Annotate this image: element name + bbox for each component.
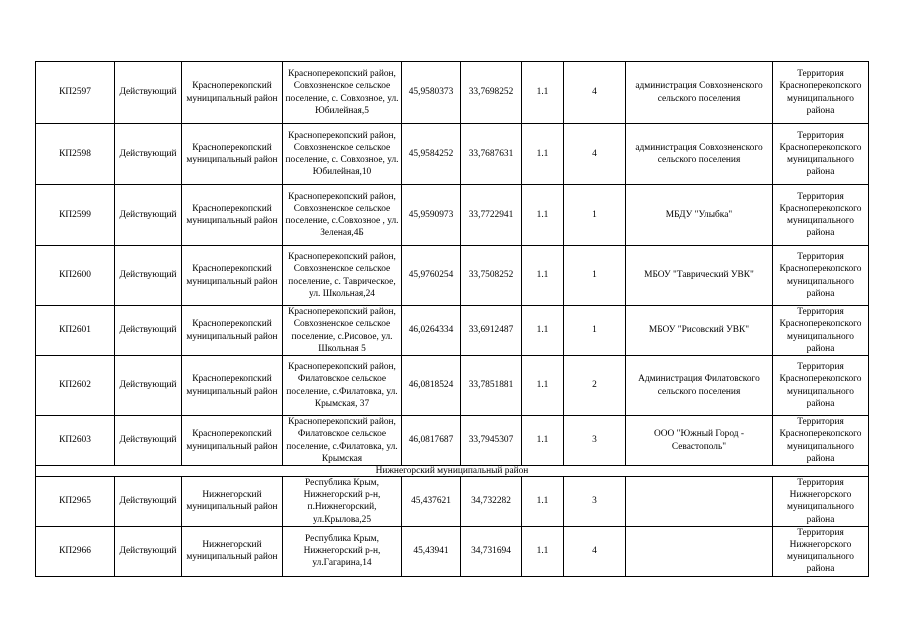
cell-code: КП2966: [36, 526, 115, 576]
table-row: [36, 62, 869, 124]
cell-status: Действующий: [115, 246, 182, 306]
cell-status: Действующий: [115, 124, 182, 185]
cell-type: 1.1: [522, 124, 564, 185]
table-row: [36, 246, 869, 306]
cell-district: Нижнегорский муниципальный район: [182, 477, 283, 527]
cell-longitude: 34,732282: [461, 477, 522, 527]
cell-longitude: 33,7945307: [461, 416, 522, 466]
cell-type: 1.1: [522, 246, 564, 306]
cell-status: Действующий: [115, 477, 182, 527]
cell-status: Действующий: [115, 306, 182, 356]
table-row: [36, 356, 869, 416]
cell-territory: Территория Нижнегорского муниципального района: [773, 477, 869, 527]
cell-owner: администрация Совхозненского сельского поселения: [626, 62, 773, 124]
cell-district: Красноперекопский муниципальный район: [182, 185, 283, 246]
cell-address: Республика Крым, Нижнегорский р-н, п.Нижнегорский, ул.Крылова,25: [283, 477, 402, 527]
cell-count: 2: [564, 356, 626, 416]
cell-status: Действующий: [115, 185, 182, 246]
cell-territory: Территория Нижнегорского муниципального района: [773, 526, 869, 576]
data-table: [35, 61, 869, 577]
cell-owner: ООО "Южный Город - Севастополь": [626, 416, 773, 466]
cell-address: Красноперекопский район, Филатовское сельское поселение, с.Филатовка, ул. Крымская: [283, 416, 402, 466]
cell-address: Красноперекопский район, Совхозненское сельское поселение, с. Совхозное, ул. Юбилейная,10: [283, 124, 402, 185]
cell-owner: [626, 526, 773, 576]
cell-latitude: 45,437621: [402, 477, 461, 527]
cell-territory: Территория Красноперекопского муниципального района: [773, 246, 869, 306]
table-row: [36, 416, 869, 466]
cell-territory: Территория Красноперекопского муниципального района: [773, 62, 869, 124]
cell-type: 1.1: [522, 526, 564, 576]
cell-code: КП2601: [36, 306, 115, 356]
cell-territory: Территория Красноперекопского муниципального района: [773, 124, 869, 185]
cell-longitude: 33,7722941: [461, 185, 522, 246]
cell-type: 1.1: [522, 306, 564, 356]
cell-type: 1.1: [522, 185, 564, 246]
cell-longitude: 33,7851881: [461, 356, 522, 416]
cell-type: 1.1: [522, 62, 564, 124]
cell-address: Красноперекопский район, Совхозненское сельское поселение, с.Совхозное , ул. Зеленая,4Б: [283, 185, 402, 246]
cell-code: КП2602: [36, 356, 115, 416]
cell-district: Красноперекопский муниципальный район: [182, 246, 283, 306]
cell-district: Красноперекопский муниципальный район: [182, 306, 283, 356]
cell-status: Действующий: [115, 526, 182, 576]
table-row: [36, 526, 869, 576]
cell-district: Красноперекопский муниципальный район: [182, 416, 283, 466]
section-header-row: [36, 466, 869, 477]
cell-latitude: 45,9760254: [402, 246, 461, 306]
cell-count: 4: [564, 124, 626, 185]
cell-code: КП2599: [36, 185, 115, 246]
cell-count: 1: [564, 185, 626, 246]
cell-count: 4: [564, 526, 626, 576]
table-row: [36, 124, 869, 185]
cell-address: Республика Крым, Нижнегорский р-н, ул.Гагарина,14: [283, 526, 402, 576]
cell-latitude: 45,9580373: [402, 62, 461, 124]
cell-territory: Территория Красноперекопского муниципального района: [773, 416, 869, 466]
cell-count: 4: [564, 62, 626, 124]
cell-address: Красноперекопский район, Совхозненское сельское поселение, с.Рисовое, ул. Школьная 5: [283, 306, 402, 356]
cell-longitude: 34,731694: [461, 526, 522, 576]
cell-longitude: 33,7508252: [461, 246, 522, 306]
cell-status: Действующий: [115, 62, 182, 124]
cell-count: 3: [564, 477, 626, 527]
cell-territory: Территория Красноперекопского муниципального района: [773, 185, 869, 246]
cell-owner: [626, 477, 773, 527]
cell-count: 1: [564, 306, 626, 356]
cell-owner: МБДУ "Улыбка": [626, 185, 773, 246]
cell-longitude: 33,7687631: [461, 124, 522, 185]
cell-type: 1.1: [522, 416, 564, 466]
cell-owner: Администрация Филатовского сельского поселения: [626, 356, 773, 416]
cell-code: КП2598: [36, 124, 115, 185]
cell-latitude: 46,0818524: [402, 356, 461, 416]
cell-latitude: 45,43941: [402, 526, 461, 576]
cell-district: Красноперекопский муниципальный район: [182, 62, 283, 124]
cell-latitude: 46,0264334: [402, 306, 461, 356]
cell-district: Нижнегорский муниципальный район: [182, 526, 283, 576]
cell-longitude: 33,7698252: [461, 62, 522, 124]
cell-address: Красноперекопский район, Филатовское сельское поселение, с.Филатовка, ул. Крымская, 37: [283, 356, 402, 416]
cell-latitude: 45,9590973: [402, 185, 461, 246]
table-row: [36, 306, 869, 356]
table-row: [36, 477, 869, 527]
cell-longitude: 33,6912487: [461, 306, 522, 356]
cell-count: 1: [564, 246, 626, 306]
table-row: [36, 185, 869, 246]
cell-latitude: 46,0817687: [402, 416, 461, 466]
cell-code: КП2597: [36, 62, 115, 124]
cell-type: 1.1: [522, 356, 564, 416]
cell-address: Красноперекопский район, Совхозненское сельское поселение, с. Совхозное, ул. Юбилейная,5: [283, 62, 402, 124]
cell-territory: Территория Красноперекопского муниципального района: [773, 356, 869, 416]
cell-code: КП2965: [36, 477, 115, 527]
table-body: [36, 62, 869, 577]
cell-owner: МБОУ "Таврический УВК": [626, 246, 773, 306]
cell-address: Красноперекопский район, Совхозненское сельское поселение, с. Таврическое, ул. Школьная,24: [283, 246, 402, 306]
cell-territory: Территория Красноперекопского муниципального района: [773, 306, 869, 356]
cell-district: Красноперекопский муниципальный район: [182, 124, 283, 185]
cell-district: Красноперекопский муниципальный район: [182, 356, 283, 416]
cell-status: Действующий: [115, 416, 182, 466]
cell-latitude: 45,9584252: [402, 124, 461, 185]
cell-owner: администрация Совхозненского сельского поселения: [626, 124, 773, 185]
cell-code: КП2600: [36, 246, 115, 306]
cell-type: 1.1: [522, 477, 564, 527]
cell-code: КП2603: [36, 416, 115, 466]
cell-count: 3: [564, 416, 626, 466]
cell-status: Действующий: [115, 356, 182, 416]
section-title: Нижнегорский муниципальный район: [36, 466, 869, 477]
cell-owner: МБОУ "Рисовский УВК": [626, 306, 773, 356]
